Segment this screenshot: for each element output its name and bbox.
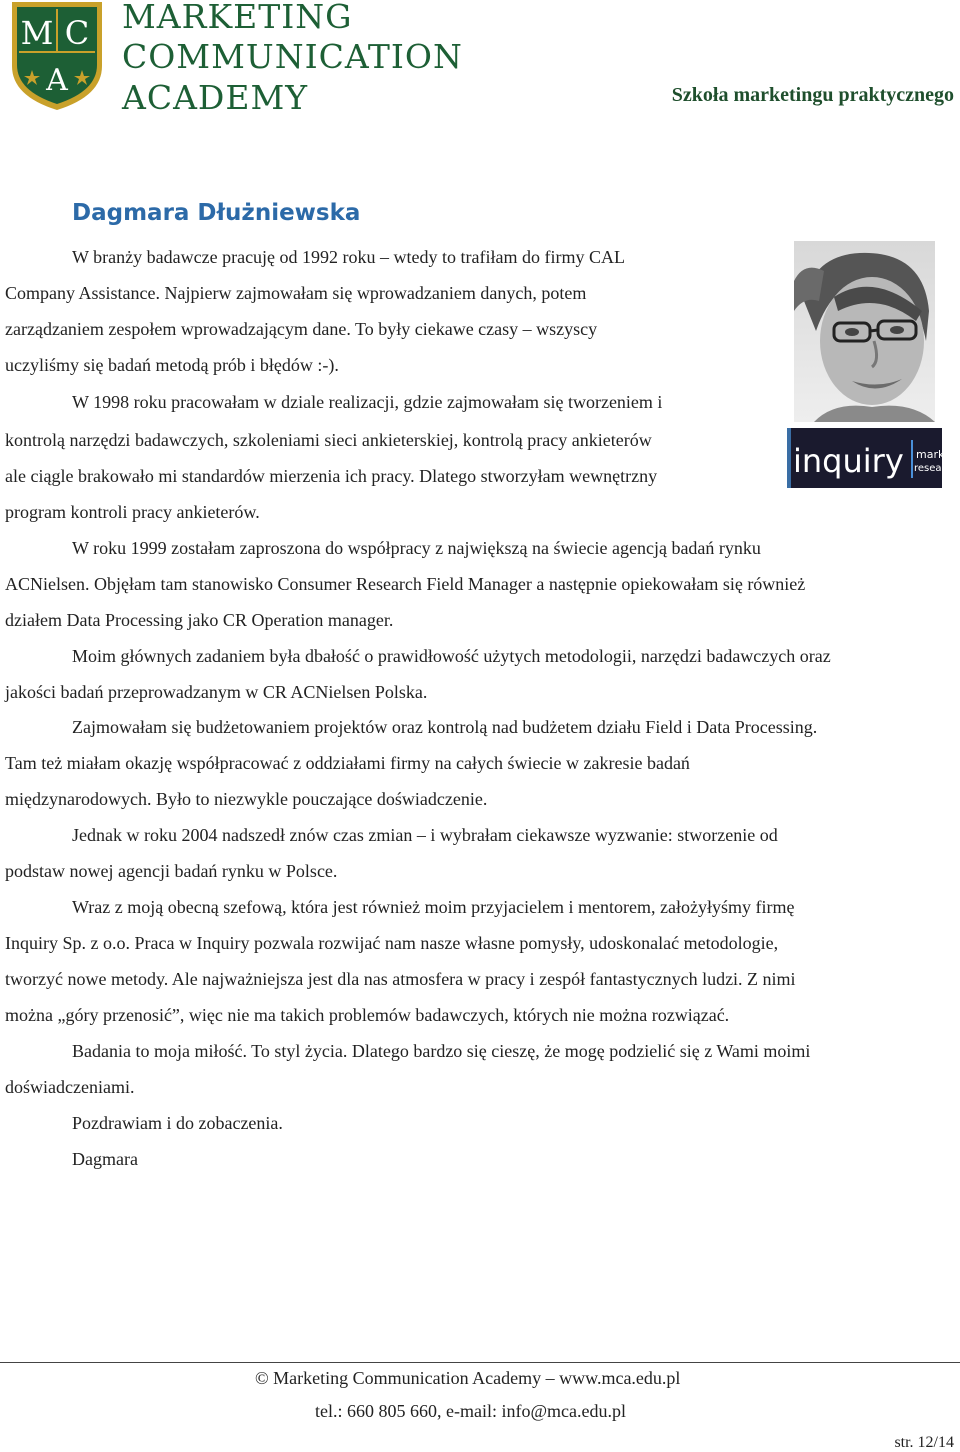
body-line: ACNielsen. Objęłam tam stanowisko Consumer Research Field Manager a następnie opiekowałam się również (5, 574, 806, 594)
body-line: Moim głównych zadaniem była dbałość o prawidłowość użytych metodologii, narzędzi badawczych oraz (72, 646, 831, 666)
logo-text-communication: COMMUNICATION (122, 37, 463, 76)
body-line: program kontroli pracy ankieterów. (5, 502, 260, 522)
body-line: tworzyć nowe metody. Ale najważniejsza jest dla nas atmosfera w pracy i zespół fantastycznych ludzi. Z nimi (5, 969, 796, 989)
logo-letter-a: A (46, 63, 68, 98)
body-line: Wraz z moją obecną szefową, która jest również moim przyjacielem i mentorem, założyłyśmy firmę (72, 897, 795, 917)
body-line: Company Assistance. Najpierw zajmowałam się wprowadzaniem danych, potem (5, 283, 587, 303)
inquiry-logo-market: market (916, 448, 956, 461)
logo-letter-m: M (20, 14, 54, 52)
logo-text-marketing: MARKETING (122, 0, 353, 36)
body-line: międzynarodowych. Było to niezwykle pouczające doświadczenie. (5, 789, 488, 809)
author-name-heading: Dagmara Dłużniewska (72, 200, 361, 226)
body-line: W roku 1999 zostałam zaproszona do współpracy z największą na świecie agencją badań rynku (72, 538, 761, 558)
author-portrait-photo (794, 241, 935, 422)
body-line: podstaw nowej agencji badań rynku w Polsce. (5, 861, 338, 881)
footer-contact: tel.: 660 805 660, e-mail: info@mca.edu.pl (315, 1401, 627, 1421)
footer-copyright: © Marketing Communication Academy – www.mca.edu.pl (255, 1368, 681, 1388)
body-line: Inquiry Sp. z o.o. Praca w Inquiry pozwala rozwijać nam nasze własne pomysły, udoskonalać metodologie, (5, 933, 779, 953)
body-line: Tam też miałam okazję współpracować z oddziałami firmy na całych świecie w zakresie badań (5, 753, 690, 773)
body-line: zarządzaniem zespołem wprowadzającym dane. To były ciekawe czasy – wszyscy (5, 319, 598, 339)
inquiry-logo-research: research (914, 463, 958, 474)
body-line: W branży badawcze pracuję od 1992 roku – wtedy to trafiłam do firmy CAL (72, 247, 625, 267)
body-line: Pozdrawiam i do zobaczenia. (72, 1113, 283, 1133)
mca-logo-badge (8, 0, 106, 112)
body-line: uczyliśmy się badań metodą prób i błędów :-). (5, 355, 339, 375)
inquiry-logo-word: inquiry (793, 442, 904, 480)
body-line: ale ciągle brakowało mi standardów mierzenia ich pracy. Dlatego stworzyłam wewnętrzny (5, 466, 658, 486)
body-line: doświadczeniami. (5, 1077, 135, 1097)
body-line: jakości badań przeprowadzanym w CR ACNielsen Polska. (5, 682, 428, 702)
signature-line: Dagmara (72, 1149, 138, 1169)
logo-text-academy: ACADEMY (122, 78, 309, 117)
body-line: kontrolą narzędzi badawczych, szkoleniami sieci ankieterskiej, kontrolą pracy ankieterów (5, 430, 652, 450)
footer-divider (0, 1362, 960, 1363)
inquiry-market-research-logo (787, 428, 958, 488)
body-line: W 1998 roku pracowałam w dziale realizacji, gdzie zajmowałam się tworzeniem i (72, 392, 663, 412)
header-tagline: Szkoła marketingu praktycznego (671, 84, 954, 106)
body-line: Jednak w roku 2004 nadszedł znów czas zmian – i wybrałam ciekawsze wyzwanie: stworzenie od (72, 825, 778, 845)
logo-letter-c: C (64, 14, 90, 52)
body-line: Zajmowałam się budżetowaniem projektów oraz kontrolą nad budżetem działu Field i Data Processing. (72, 717, 818, 737)
page-number: str. 12/14 (894, 1434, 954, 1451)
body-line: można „góry przenosić”, więc nie ma takich problemów badawczych, których nie można rozwiązać. (5, 1005, 730, 1025)
body-line: Badania to moja miłość. To styl życia. Dlatego bardzo się cieszę, że mogę podzielić się z Wami moimi (72, 1041, 811, 1061)
body-line: działem Data Processing jako CR Operation manager. (5, 610, 394, 630)
